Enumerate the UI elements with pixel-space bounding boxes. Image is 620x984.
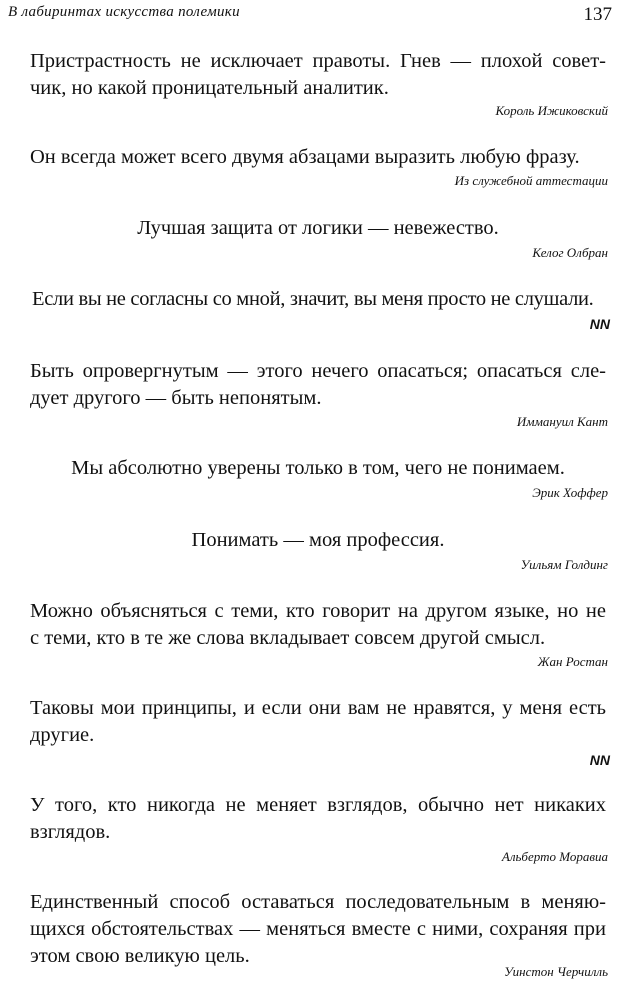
quote-line: с теми, кто в те же слова вкладывает совсем другой смысл. <box>30 627 546 649</box>
quote-author: Король Ижиковский <box>495 103 608 118</box>
quote-author: Альберто Моравиа <box>501 849 608 864</box>
quote-line: чик, но какой проницательный аналитик. <box>30 77 389 99</box>
quote-author: Уильям Голдинг <box>520 557 608 572</box>
quote-author-nn: NN <box>589 752 610 768</box>
quote-line: Можно объясняться с теми, кто говорит на другом языке, но не <box>30 600 606 622</box>
quote-line: щихся обстоятельствах — меняться вместе с ними, сохраняя при <box>30 918 606 940</box>
quote-line: Единственный способ оставаться последовательным в меняю- <box>30 891 606 913</box>
page-number: 137 <box>583 4 612 25</box>
quote-7 <box>30 527 606 554</box>
quote-11 <box>30 889 606 970</box>
quote-author: Келог Олбран <box>532 245 608 260</box>
quote-10 <box>30 792 606 846</box>
quote-line: этом свою великую цель. <box>30 945 250 967</box>
quote-line: Если вы не согласны со мной, значит, вы меня просто не слушали. <box>32 288 594 310</box>
quote-line: Он всегда может всего двумя абзацами выразить любую фразу. <box>30 146 580 168</box>
quote-3 <box>30 215 606 242</box>
page-header <box>8 4 612 28</box>
quote-author: Жан Ростан <box>537 654 608 669</box>
quote-2 <box>30 144 610 171</box>
quote-line: Таковы мои принципы, и если они вам не нравятся, у меня есть <box>30 697 606 719</box>
quote-author: Из служебной аттестации <box>454 173 608 188</box>
quote-author-nn: NN <box>589 316 610 332</box>
quote-6 <box>30 455 606 482</box>
quote-4 <box>32 286 612 313</box>
quote-line: У того, кто никогда не меняет взглядов, обычно нет никаких <box>30 794 606 816</box>
quote-9 <box>30 695 606 749</box>
quote-line: Мы абсолютно уверены только в том, чего не понимаем. <box>71 457 565 479</box>
quote-line: Понимать — моя профессия. <box>191 529 445 551</box>
quote-line: дует другого — быть непонятым. <box>30 387 322 409</box>
quote-5 <box>30 358 606 412</box>
quote-author: Уинстон Черчилль <box>504 964 608 979</box>
quote-line: взглядов. <box>30 821 111 843</box>
quote-author: Эрик Хоффер <box>532 485 608 500</box>
quote-line: Пристрастность не исключает правоты. Гнев — плохой совет- <box>30 50 606 72</box>
quote-1 <box>30 48 606 102</box>
quote-line: Быть опровергнутым — этого нечего опасаться; опасаться сле- <box>30 360 606 382</box>
quote-line: другие. <box>30 724 95 746</box>
quote-8 <box>30 598 606 652</box>
running-title: В лабиринтах искусства полемики <box>8 4 240 20</box>
quote-author: Иммануил Кант <box>516 414 608 429</box>
quote-line: Лучшая защита от логики — невежество. <box>137 217 499 239</box>
